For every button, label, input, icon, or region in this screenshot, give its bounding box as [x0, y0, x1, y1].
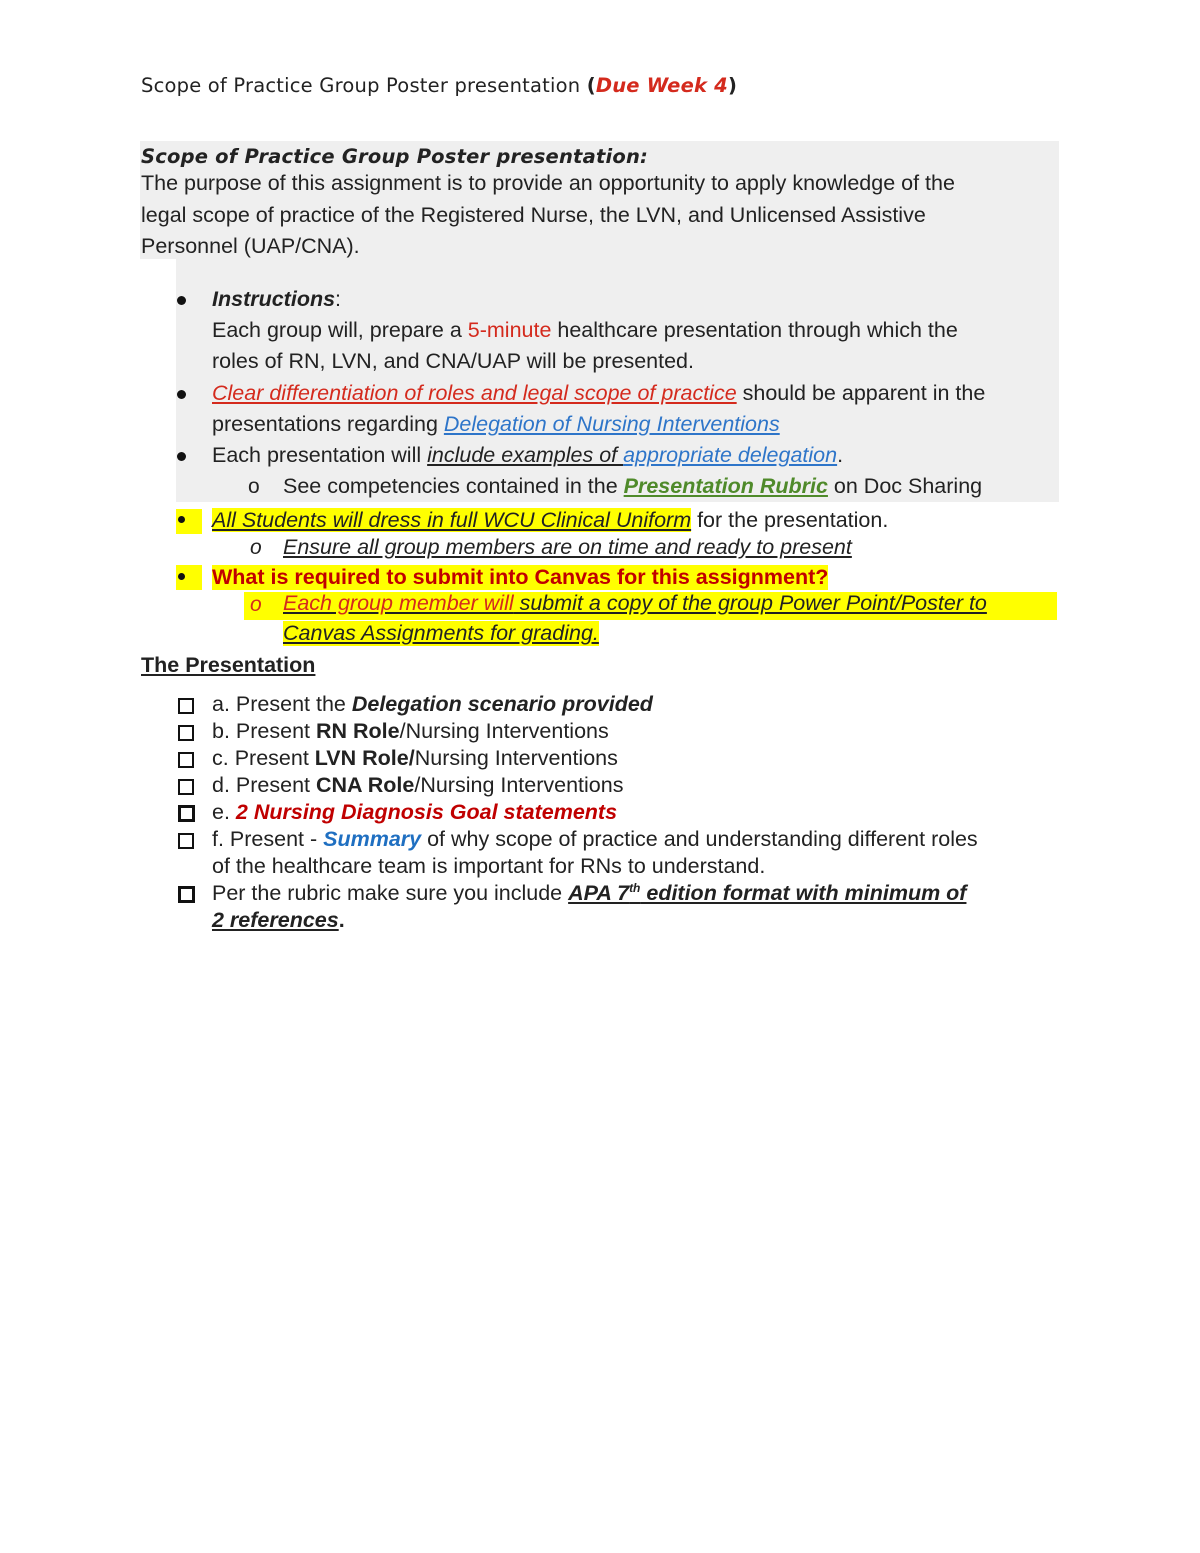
purpose-line-2: legal scope of practice of the Registered Nurse, the LVN, and Unlicensed Assistive — [141, 203, 926, 227]
checkbox-g[interactable] — [178, 886, 195, 903]
text-span: Nursing Interventions — [414, 746, 618, 770]
checkbox-a[interactable] — [178, 698, 194, 714]
submit-line-1 — [283, 591, 987, 616]
document-title — [141, 74, 737, 97]
text-span: a. Present the — [212, 692, 352, 716]
text-span: for the presentation. — [691, 508, 889, 532]
rn-role-text: RN Role — [315, 719, 400, 743]
purpose-line-1: The purpose of this assignment is to provide an opportunity to apply knowledge of the — [141, 171, 955, 195]
checkbox-d[interactable] — [178, 779, 194, 795]
purpose-heading — [141, 145, 648, 168]
examples-text: include examples of — [427, 443, 624, 467]
apa-text — [568, 881, 966, 905]
item-g-line-2 — [212, 908, 345, 933]
bullet-dot — [177, 452, 186, 461]
references-text: 2 references — [212, 908, 339, 932]
canvas-question: What is required to submit into Canvas for this assignment? — [212, 565, 829, 589]
presentation-heading: The Presentation — [141, 653, 316, 677]
text-span: on Doc Sharing — [827, 474, 983, 498]
item-b — [212, 719, 609, 744]
item-d — [212, 773, 623, 798]
uniform-line — [212, 508, 888, 533]
item-e — [212, 800, 617, 825]
apa-number: APA 7 — [568, 881, 630, 906]
checkbox-e[interactable] — [178, 805, 195, 822]
lvn-role-text: LVN Role/ — [314, 746, 415, 770]
bullet-dot — [178, 573, 185, 580]
differentiation-line-1 — [212, 381, 985, 406]
differentiation-line-2 — [212, 412, 780, 437]
purpose-line-3: Personnel (UAP/CNA). — [141, 234, 360, 258]
item-g-line-1 — [212, 881, 966, 906]
item-f-line-2: of the healthcare team is important for RNs to understand. — [212, 854, 766, 878]
text-span: /Nursing Interventions — [414, 773, 624, 797]
purpose-heading-text: Scope of Practice Group Poster presentation — [141, 145, 641, 168]
text-span: b. Present — [212, 719, 316, 743]
submit-line-2: Canvas Assignments for grading. — [283, 621, 599, 645]
sub-marker: o — [250, 593, 262, 616]
item-c — [212, 746, 618, 771]
checkbox-c[interactable] — [178, 752, 194, 768]
item-a — [212, 692, 653, 717]
text-span: healthcare presentation through which the — [551, 318, 958, 342]
competencies-line — [283, 474, 982, 499]
bullet-dot — [178, 516, 185, 523]
delegation-link[interactable]: Delegation of Nursing Interventions — [443, 412, 780, 436]
apa-edition: edition format with minimum of — [640, 881, 967, 906]
sub-marker: o — [248, 475, 260, 498]
appropriate-delegation-link[interactable]: appropriate delegation — [623, 443, 838, 467]
sub-marker: o — [250, 536, 262, 559]
nursing-diagnosis-text: 2 Nursing Diagnosis Goal statements — [235, 800, 618, 824]
instructions-label-colon: : — [335, 287, 342, 311]
bullet-dot — [177, 390, 186, 399]
instructions-label — [212, 287, 341, 312]
instructions-label-text: Instructions — [212, 287, 336, 311]
group-member-text: Each group member will — [283, 591, 514, 615]
text-span: Each group will, prepare a — [212, 318, 468, 342]
open-paren: ( — [586, 74, 596, 97]
checkbox-f[interactable] — [178, 833, 194, 849]
superscript-th: th — [629, 881, 641, 895]
text-span: Per the rubric make sure you include — [212, 881, 569, 906]
close-paren: ) — [727, 74, 738, 97]
five-minute-text: 5-minute — [467, 318, 552, 342]
text-span: c. Present — [212, 746, 315, 770]
text-span: d. Present — [212, 773, 316, 797]
differentiation-text: Clear differentiation of roles and legal scope of practice — [212, 381, 737, 405]
checkbox-b[interactable] — [178, 725, 194, 741]
text-span: submit a copy of the group Power Point/Poster to — [513, 591, 987, 615]
uniform-highlight: All Students will dress in full WCU Clinical Uniform — [212, 508, 692, 532]
text-span: See competencies contained in the — [283, 474, 624, 498]
item-f-line-1 — [212, 827, 978, 852]
on-time-line: Ensure all group members are on time and ready to present — [283, 535, 852, 559]
text-span: f. Present - — [212, 827, 324, 851]
purpose-heading-colon: : — [640, 145, 649, 168]
delegation-scenario-text: Delegation scenario provided — [351, 692, 653, 716]
presentation-rubric-link[interactable]: Presentation Rubric — [623, 474, 828, 498]
text-span: . — [338, 908, 345, 932]
examples-line — [212, 443, 843, 468]
text-span: /Nursing Interventions — [399, 719, 609, 743]
text-span: of why scope of practice and understanding different roles — [421, 827, 978, 851]
instructions-line-2: roles of RN, LVN, and CNA/UAP will be presented. — [212, 349, 694, 373]
due-date: Due Week 4 — [595, 74, 728, 97]
title-text: Scope of Practice Group Poster presentation — [141, 74, 581, 97]
cna-role-text: CNA Role — [315, 773, 415, 797]
text-span: e. — [212, 800, 236, 824]
text-span: Each presentation will — [212, 443, 428, 467]
text-span: should be apparent in the — [736, 381, 986, 405]
text-span: . — [837, 443, 844, 467]
instructions-line-1 — [212, 318, 958, 343]
summary-text: Summary — [323, 827, 422, 851]
bullet-dot — [177, 296, 186, 305]
text-span: presentations regarding — [212, 412, 444, 436]
